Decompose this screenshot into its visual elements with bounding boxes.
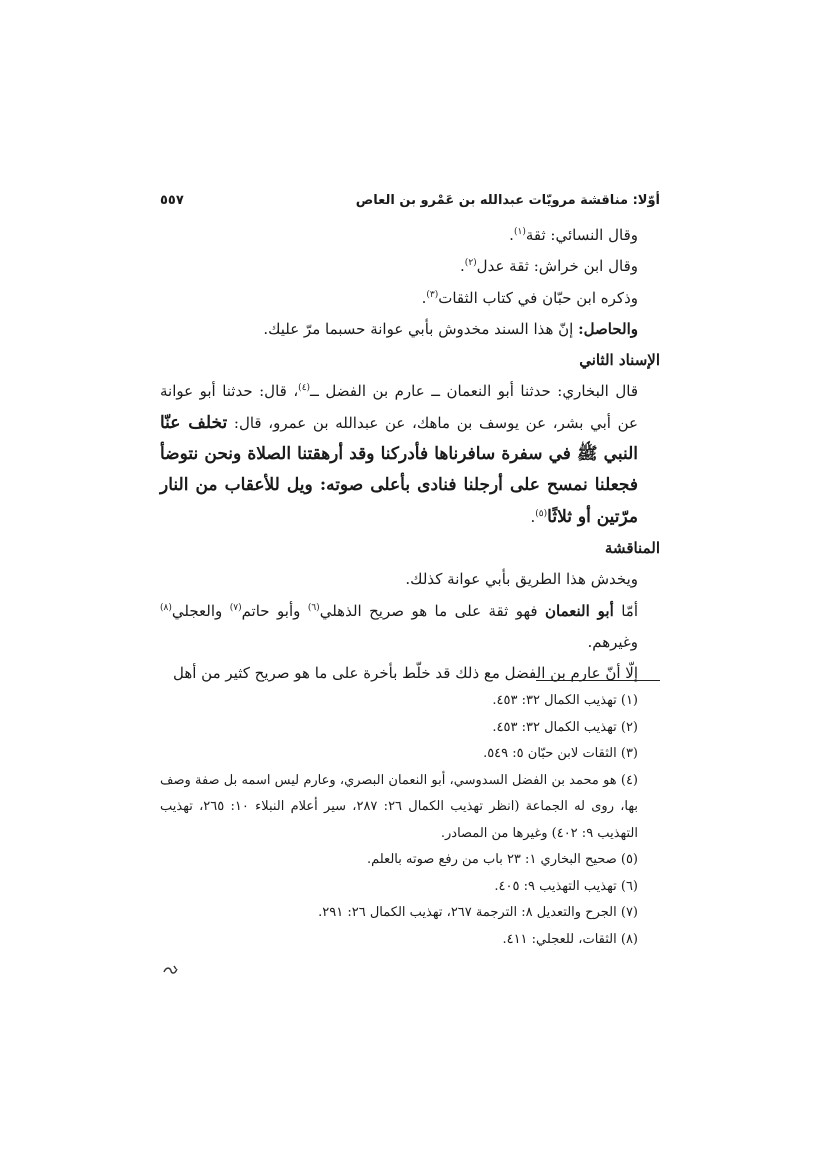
page-number: ٥٥٧ [160, 192, 184, 208]
footnote: (٤) هو محمد بن الفضل السدوسي، أبو النعمان البصري، وعارم ليس اسمه بل صفة وصف بها، روى له الجماعة (انظر تهذيب الكمال ٢٦: ٢٨٧، سير أعلام النبلاء ١٠: ٢٦٥، تهذيب التهذيب ٩: ٤٠٢) وغيرها من المصادر. [160, 772, 638, 841]
paragraph-nasai: وقال النسائي: ثقة$^{(١)}$. [509, 226, 638, 244]
footnote-ref[interactable]: (٣) [426, 289, 439, 300]
hadith-text: تخلف عنّا النبي ﷺ في سفرة سافرناها فأدركنا وقد أرهقتنا الصلاة ونحن نتوضأ فجعلنا نمسح على أرجلنا فنادى بأعلى صوته: ويل للأعقاب من النار مرّتين أو ثلاثًا [160, 412, 638, 527]
footnote-ref[interactable]: (٦) [307, 602, 320, 613]
narrator-name: أبو النعمان [545, 601, 614, 620]
footnote: (٨) الثقات، للعجلي: ٤١١. [502, 931, 638, 947]
heading-discussion: المناقشة [604, 538, 660, 557]
footnote-ref[interactable]: (١) [513, 227, 526, 237]
paragraph-ibn-hibban: وذكره ابن حبّان في كتاب الثقات$^{(٣)}$. [421, 288, 638, 307]
paragraph-discussion: ويخدش هذا الطريق بأبي عوانة كذلك. [405, 570, 638, 589]
paragraph-ibn-khirash: وقال ابن خراش: ثقة عدل$^{(٢)}$. [460, 257, 638, 276]
main-text [160, 220, 660, 689]
paragraph-bukhari-narration: قال البخاري: حدثنا أبو النعمان ــ عارم بن الفضل ــ$^{(٤)}$، قال: حدثنا أبو عوانة عن أبي بشر، عن يوسف بن ماهك، عن عبدالله بن عمرو، قال: تخلف عنّا النبي ﷺ في سفرة سافرناها فأدركنا وقد أرهقتنا الصلاة ونحن نتوضأ فجعلنا نمسح على أرجلنا فنادى بأعلى صوته: ويل للأعقاب من النار مرّتين أو ثلاثًا$^{(٥)}$. [160, 382, 639, 527]
footnote: (٦) تهذيب التهذيب ٩: ٤٠٥. [494, 878, 638, 894]
conclusion-label: والحاصل: [578, 319, 638, 338]
continuation-mark-icon [162, 962, 180, 981]
paragraph-arim: إلّا أنّ عارم بن الفضل مع ذلك قد خلّط بأخرة على ما هو صريح كثير من أهل [172, 664, 638, 683]
footnote-ref[interactable]: (٨) [160, 602, 172, 613]
footnote-ref[interactable]: (٢) [464, 258, 477, 269]
paragraph-conclusion: والحاصل: إنّ هذا السند مخدوش بأبي عوانة حسبما مرّ عليك. [263, 319, 638, 338]
footnote: (٣) الثقات لابن حبّان ٥: ٥٤٩. [483, 746, 638, 761]
page-header [160, 186, 660, 214]
footnotes [160, 688, 660, 953]
paragraph-abu-numan: أمّا أبو النعمان فهو ثقة على ما هو صريح الذهلي$^{(٦)}$ وأبو حاتم$^{(٧)}$ والعجلي$^{(٨)}$ وغيرهم. [160, 601, 639, 651]
footnote-ref[interactable]: (٤) [298, 383, 311, 394]
footnote-separator [536, 680, 660, 681]
footnote: (٥) صحيح البخاري ١: ٢٣ باب من رفع صوته بالعلم. [366, 852, 638, 867]
footnote-ref[interactable]: (٥) [535, 508, 548, 519]
footnote: (١) تهذيب الكمال ٣٢: ٤٥٣. [492, 693, 638, 708]
heading-second-isnad: الإسناد الثاني [579, 351, 660, 370]
running-title: أوّلا: مناقشة مرويّات عبدالله بن عَمْرو بن العاص [355, 192, 660, 208]
continuation-mark-icon [162, 963, 180, 977]
footnote-ref[interactable]: (٧) [229, 602, 242, 613]
footnote: (٢) تهذيب الكمال ٣٢: ٤٥٣. [492, 719, 638, 735]
footnote: (٧) الجرح والتعديل ٨: الترجمة ٢٦٧، تهذيب الكمال ٢٦: ٢٩١. [318, 905, 638, 920]
